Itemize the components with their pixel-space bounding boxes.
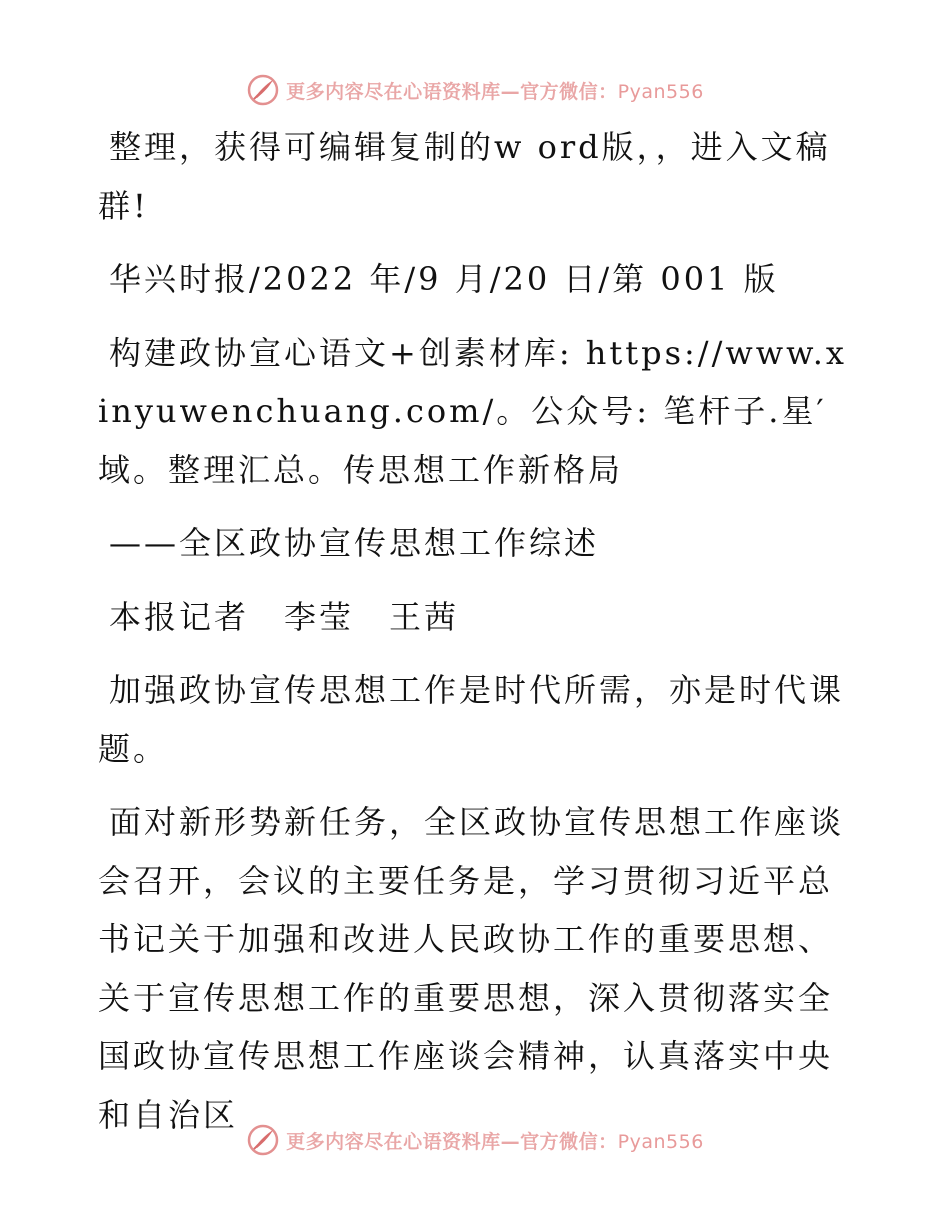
paragraph-source-line: 华兴时报/2022 年/9 月/20 日/第 001 版 bbox=[109, 260, 779, 298]
watermark-text: 更多内容尽在心语资料库—官方微信：Pyan556 bbox=[286, 80, 704, 103]
paragraph-body: 面对新形势新任务，全区政协宣传思想工作座谈会召开，会议的主要任务是，学习贯彻习近平总书记关于加强和改进人民政协工作的重要思想、关于宣传思想工作的重要思想，深入贯彻落实全国政协宣传思想工作座谈会精神，认真落实中央和自治区 bbox=[98, 803, 845, 1134]
quill-logo-icon bbox=[246, 1123, 280, 1157]
watermark-text: 更多内容尽在心语资料库—官方微信：Pyan556 bbox=[286, 1130, 704, 1153]
document-body bbox=[98, 118, 858, 1144]
paragraph-subtitle: ——全区政协宣传思想工作综述 bbox=[109, 524, 600, 562]
quill-logo-icon bbox=[246, 73, 280, 107]
paragraph-intro-note: 整理，获得可编辑复制的w ord版，，进入文稿群! bbox=[98, 128, 831, 225]
wechat-id: Pyan556 bbox=[617, 1130, 704, 1153]
paragraph-headline: 构建政协宣心语文+创素材库: https://www.xinyuwenchuang.com/。公众号: 笔杆子.星′域。整理汇总。传思想工作新格局 bbox=[98, 333, 847, 489]
watermark-footer bbox=[0, 1120, 950, 1160]
paragraph-lead: 加强政协宣传思想工作是时代所需，亦是时代课题。 bbox=[98, 671, 845, 768]
wechat-id: Pyan556 bbox=[617, 80, 704, 103]
watermark-header bbox=[0, 70, 950, 110]
paragraph-byline: 本报记者 李莹 王茜 bbox=[109, 597, 460, 636]
